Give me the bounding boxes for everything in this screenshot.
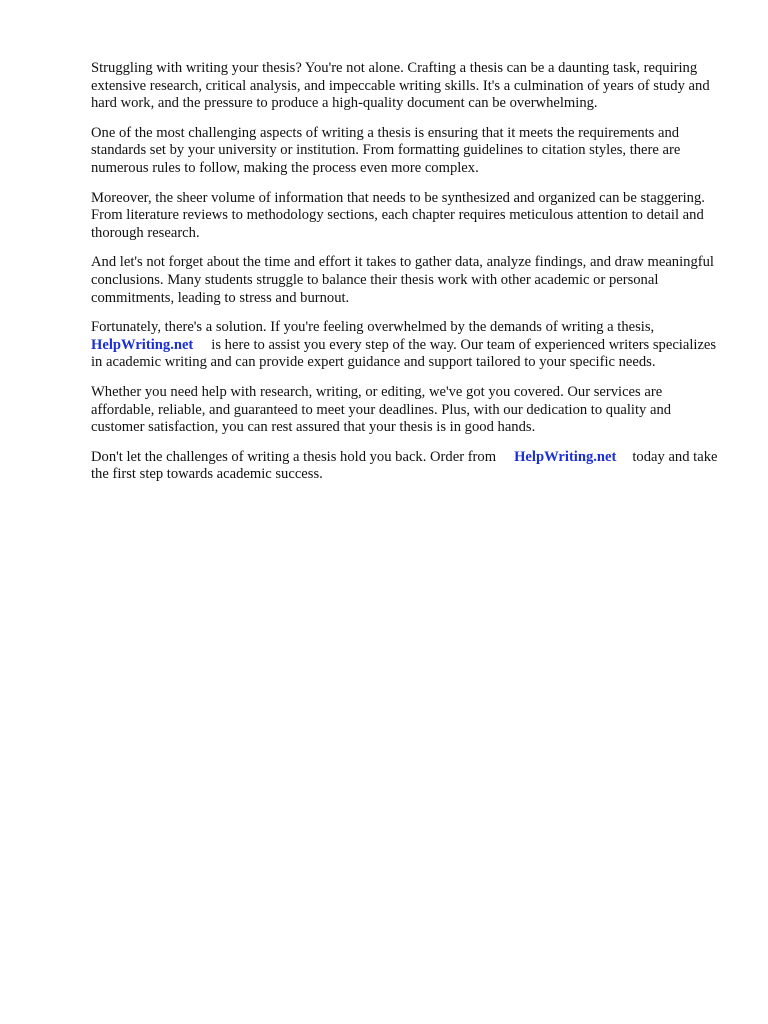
helpwriting-link[interactable]: HelpWriting.net	[91, 336, 194, 353]
paragraph-services: Whether you need help with research, writing, or editing, we've got you covered. Our services are affordable, reliable, and guaranteed to meet your deadlines. Plus, with our dedication to quality and customer satisfaction, you can rest assured that your thesis is in good hands.	[91, 383, 672, 436]
paragraph-cta-text-before: Don't let the challenges of writing a thesis hold you back. Order from	[91, 448, 497, 465]
paragraph-requirements: One of the most challenging aspects of writing a thesis is ensuring that it meets the requirements and standards set by your university or institution. From formatting guidelines to citation styles, there are numerous rules to follow, making the process even more complex.	[91, 124, 681, 176]
helpwriting-order-link[interactable]: HelpWriting.net	[514, 448, 617, 465]
paragraph-solution-text-after: is here to assist you every step of the way. Our team of experienced writers specializes in academic writing and can provide expert guidance and support tailored to your specific needs.	[91, 336, 717, 371]
paragraph-time-effort: And let's not forget about the time and effort it takes to gather data, analyze findings, and draw meaningful conclusions. Many students struggle to balance their thesis work with other academic or personal commitments, leading to stress and burnout.	[91, 254, 714, 306]
paragraph-volume: Moreover, the sheer volume of information that needs to be synthesized and organized can be staggering. From literature reviews to methodology sections, each chapter requires meticulous attention to detail and thorough research.	[91, 189, 705, 241]
paragraph-solution-text-before: Fortunately, there's a solution. If you're feeling overwhelmed by the demands of writing a thesis,	[91, 319, 655, 336]
paragraph-call-to-action	[91, 449, 721, 484]
paragraph-cta-text-after: today and take the first step towards academic success.	[91, 448, 718, 483]
paragraph-intro: Struggling with writing your thesis? You're not alone. Crafting a thesis can be a daunting task, requiring extensive research, critical analysis, and impeccable writing skills. It's a culmination of years of study and hard work, and the pressure to produce a high-quality document can be overwhelming.	[91, 60, 710, 112]
paragraph-solution	[91, 319, 721, 372]
document-body	[91, 60, 721, 496]
